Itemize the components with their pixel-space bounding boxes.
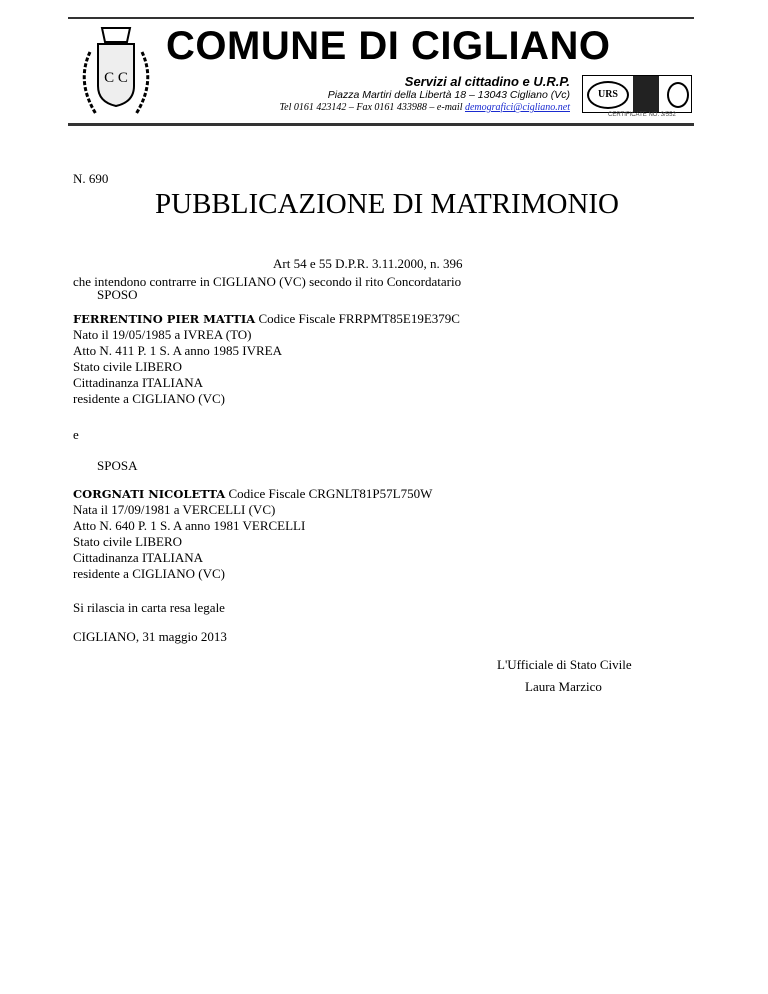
groom-citizenship: Cittadinanza ITALIANA xyxy=(73,375,203,390)
document-title: PUBBLICAZIONE DI MATRIMONIO xyxy=(155,188,619,220)
contact-phone-fax: Tel 0161 423142 – Fax 0161 433988 – e-mail xyxy=(279,102,465,113)
bride-block xyxy=(73,486,432,582)
bride-birth: Nata il 17/09/1981 a VERCELLI (VC) xyxy=(73,502,276,517)
header-subtitle: Servizi al cittadino e U.R.P. xyxy=(404,74,570,89)
bride-act: Atto N. 640 P. 1 S. A anno 1981 VERCELLI xyxy=(73,518,306,533)
crest-logo xyxy=(70,22,162,122)
groom-birth: Nato il 19/05/1985 a IVREA (TO) xyxy=(73,327,252,342)
municipality-title: COMUNE DI CIGLIANO xyxy=(166,24,611,68)
urs-logo: URS xyxy=(587,81,629,109)
bride-residence: residente a CIGLIANO (VC) xyxy=(73,566,225,581)
ukas-logo xyxy=(633,76,659,112)
bride-heading: SPOSA xyxy=(97,458,138,473)
place-date: CIGLIANO, 31 maggio 2013 xyxy=(73,629,227,644)
document-number: N. 690 xyxy=(73,171,109,186)
groom-heading: SPOSO xyxy=(97,287,138,302)
header-bottom-rule xyxy=(68,123,694,126)
header-top-rule xyxy=(68,17,694,19)
header-contact xyxy=(280,102,570,113)
groom-fiscal-code: Codice Fiscale FRRPMT85E19E379C xyxy=(255,311,460,326)
groom-block xyxy=(73,311,460,407)
conjunction: e xyxy=(73,427,79,442)
certification-logos xyxy=(582,75,692,113)
intro-text: che intendono contrarre in CIGLIANO (VC) secondo il rito Concordatario xyxy=(73,274,462,289)
crown-logo xyxy=(667,82,689,108)
law-reference: Art 54 e 55 D.P.R. 3.11.2000, n. 396 xyxy=(273,256,463,271)
cert-number: CERTIFICATE NO. 3/552 xyxy=(608,112,676,118)
bride-name: CORGNATI NICOLETTA xyxy=(73,487,226,501)
svg-text:C C: C C xyxy=(104,70,128,86)
bride-civil-status: Stato civile LIBERO xyxy=(73,534,183,549)
legal-note: Si rilascia in carta resa legale xyxy=(73,600,225,615)
groom-name: FERRENTINO PIER MATTIA xyxy=(73,312,256,326)
signatory-name: Laura Marzico xyxy=(525,679,602,694)
bride-fiscal-code: Codice Fiscale CRGNLT81P57L750W xyxy=(225,486,433,501)
header-address: Piazza Martiri della Libertà 18 – 13043 Cigliano (Vc) xyxy=(327,89,570,101)
groom-residence: residente a CIGLIANO (VC) xyxy=(73,391,225,406)
signatory-title: L'Ufficiale di Stato Civile xyxy=(497,657,632,672)
bride-citizenship: Cittadinanza ITALIANA xyxy=(73,550,203,565)
groom-civil-status: Stato civile LIBERO xyxy=(73,359,183,374)
groom-act: Atto N. 411 P. 1 S. A anno 1985 IVREA xyxy=(73,343,282,358)
email-link[interactable]: demografici@cigliano.net xyxy=(464,102,570,113)
